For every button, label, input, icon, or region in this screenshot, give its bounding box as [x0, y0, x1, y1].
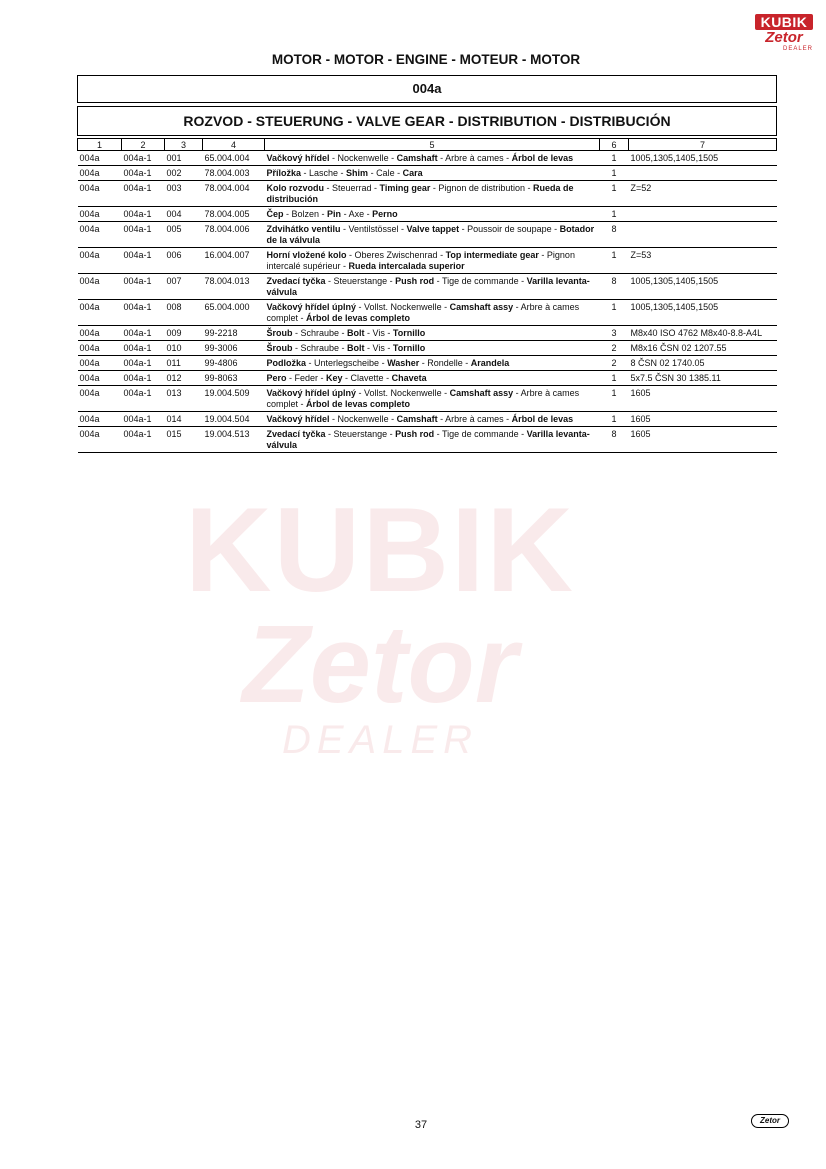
cell-note: Z=53	[629, 248, 777, 274]
cell-part-number: 78.004.006	[203, 222, 265, 248]
desc-fr: Tige de commande	[441, 429, 519, 439]
table-row	[78, 386, 777, 412]
desc-fr: Arbre à cames complet	[266, 302, 580, 323]
desc-cz: Zvedací tyčka	[266, 429, 326, 439]
cell-position: 005	[165, 222, 203, 248]
cell-position: 006	[165, 248, 203, 274]
cell-subgroup: 004a-1	[122, 427, 165, 453]
desc-fr: Tige de commande	[441, 276, 519, 286]
cell-quantity: 2	[600, 341, 629, 356]
desc-fr: Pignon de distribution	[438, 183, 525, 193]
cell-note: 5x7.5 ČSN 30 1385.11	[629, 371, 777, 386]
table-row	[78, 326, 777, 341]
cell-position: 010	[165, 341, 203, 356]
cell-part-number: 78.004.013	[203, 274, 265, 300]
cell-quantity: 1	[600, 207, 629, 222]
desc-en: Valve tappet	[406, 224, 460, 234]
desc-en: Timing gear	[379, 183, 431, 193]
desc-de: Steuerstange	[333, 429, 388, 439]
desc-es: Varilla levanta-válvula	[266, 429, 590, 450]
cell-description: Čep - Bolzen - Pin - Axe - Perno	[265, 207, 600, 222]
desc-cz: Kolo rozvodu	[266, 183, 324, 193]
cell-subgroup: 004a-1	[122, 274, 165, 300]
parts-table-body	[78, 151, 777, 453]
table-row	[78, 166, 777, 181]
watermark-zetor: Zetor	[242, 603, 518, 726]
cell-note: 1605	[629, 412, 777, 427]
cell-description: Vačkový hřídel úplný - Vollst. Nockenwelle - Camshaft assy - Arbre à cames complet - Árbol de levas completo	[265, 300, 600, 326]
cell-part-number: 19.004.509	[203, 386, 265, 412]
cell-description: Vačkový hřídel - Nockenwelle - Camshaft - Arbre à cames - Árbol de levas	[265, 412, 600, 427]
cell-description: Příložka - Lasche - Shim - Cale - Cara	[265, 166, 600, 181]
cell-description: Vačkový hřídel - Nockenwelle - Camshaft - Arbre à cames - Árbol de levas	[265, 151, 600, 166]
cell-subgroup: 004a-1	[122, 222, 165, 248]
desc-fr: Cale	[376, 168, 395, 178]
desc-cz: Pero	[266, 373, 287, 383]
cell-position: 004	[165, 207, 203, 222]
desc-en: Camshaft	[396, 414, 438, 424]
desc-es: Árbol de levas	[511, 153, 574, 163]
cell-note: 8 ČSN 02 1740.05	[629, 356, 777, 371]
desc-es: Cara	[402, 168, 423, 178]
cell-position: 014	[165, 412, 203, 427]
page-number: 37	[414, 1119, 428, 1131]
col-header-6: 6	[600, 139, 629, 151]
desc-es: Rueda intercalada superior	[348, 261, 465, 271]
desc-de: Bolzen	[291, 209, 320, 219]
table-row	[78, 181, 777, 207]
desc-cz: Šroub	[266, 343, 293, 353]
cell-group: 004a	[78, 386, 122, 412]
desc-fr: Arbre à cames complet	[266, 388, 580, 409]
desc-cz: Vačkový hřídel	[266, 414, 330, 424]
table-row	[78, 222, 777, 248]
cell-description: Zvedací tyčka - Steuerstange - Push rod - Tige de commande - Varilla levanta-válvula	[265, 427, 600, 453]
desc-fr: Arbre à cames	[445, 414, 504, 424]
desc-es: Botador de la válvula	[266, 224, 595, 245]
desc-de: Schraube	[300, 328, 340, 338]
desc-cz: Šroub	[266, 328, 293, 338]
cell-description: Zvedací tyčka - Steuerstange - Push rod - Tige de commande - Varilla levanta-válvula	[265, 274, 600, 300]
logo-kubik: KUBIK	[755, 14, 813, 30]
cell-part-number: 78.004.005	[203, 207, 265, 222]
table-row	[78, 341, 777, 356]
cell-quantity: 1	[600, 412, 629, 427]
cell-position: 013	[165, 386, 203, 412]
cell-note: 1605	[629, 386, 777, 412]
cell-part-number: 99-3006	[203, 341, 265, 356]
cell-group: 004a	[78, 326, 122, 341]
cell-quantity: 2	[600, 356, 629, 371]
cell-part-number: 99-8063	[203, 371, 265, 386]
cell-group: 004a	[78, 222, 122, 248]
desc-cz: Příložka	[266, 168, 302, 178]
cell-subgroup: 004a-1	[122, 326, 165, 341]
desc-cz: Zvedací tyčka	[266, 276, 326, 286]
cell-quantity: 1	[600, 151, 629, 166]
desc-de: Vollst. Nockenwelle	[364, 302, 442, 312]
desc-de: Schraube	[300, 343, 340, 353]
cell-quantity: 3	[600, 326, 629, 341]
desc-es: Varilla levanta-válvula	[266, 276, 590, 297]
logo-dealer: DEALER	[782, 46, 813, 52]
desc-en: Bolt	[347, 343, 365, 353]
cell-group: 004a	[78, 427, 122, 453]
kubik-zetor-logo	[755, 14, 813, 53]
parts-table	[77, 138, 777, 453]
desc-fr: Arbre à cames	[445, 153, 504, 163]
cell-note	[629, 166, 777, 181]
desc-en: Push rod	[395, 429, 435, 439]
desc-es: Chaveta	[391, 373, 427, 383]
cell-part-number: 78.004.003	[203, 166, 265, 181]
desc-de: Feder	[294, 373, 319, 383]
cell-part-number: 19.004.513	[203, 427, 265, 453]
desc-cz: Zdvihátko ventilu	[266, 224, 341, 234]
cell-description: Pero - Feder - Key - Clavette - Chaveta	[265, 371, 600, 386]
desc-cz: Vačkový hřídel úplný	[266, 388, 357, 398]
desc-en: Bolt	[347, 328, 365, 338]
table-row	[78, 412, 777, 427]
table-row	[78, 151, 777, 166]
desc-de: Oberes Zwischenrad	[354, 250, 438, 260]
desc-en: Pin	[327, 209, 342, 219]
col-header-5: 5	[265, 139, 600, 151]
section-title-box: ROZVOD - STEUERUNG - VALVE GEAR - DISTRIBUTION - DISTRIBUCIÓN	[77, 106, 777, 136]
page-title: MOTOR - MOTOR - ENGINE - MOTEUR - MOTOR	[271, 52, 581, 67]
desc-de: Lasche	[309, 168, 339, 178]
cell-position: 015	[165, 427, 203, 453]
cell-subgroup: 004a-1	[122, 356, 165, 371]
cell-position: 002	[165, 166, 203, 181]
cell-quantity: 8	[600, 222, 629, 248]
cell-description: Zdvihátko ventilu - Ventilstössel - Valve tappet - Poussoir de soupape - Botador de la válvula	[265, 222, 600, 248]
desc-es: Árbol de levas completo	[306, 399, 411, 409]
desc-de: Ventilstössel	[348, 224, 399, 234]
cell-subgroup: 004a-1	[122, 151, 165, 166]
desc-cz: Horní vložené kolo	[266, 250, 347, 260]
cell-note: 1605	[629, 427, 777, 453]
desc-en: Key	[326, 373, 343, 383]
cell-position: 008	[165, 300, 203, 326]
cell-description: Šroub - Schraube - Bolt - Vis - Tornillo	[265, 326, 600, 341]
desc-es: Árbol de levas	[511, 414, 574, 424]
desc-en: Top intermediate gear	[445, 250, 539, 260]
cell-note: 1005,1305,1405,1505	[629, 151, 777, 166]
desc-fr: Clavette	[350, 373, 384, 383]
cell-note: 1005,1305,1405,1505	[629, 300, 777, 326]
cell-group: 004a	[78, 356, 122, 371]
cell-part-number: 78.004.004	[203, 181, 265, 207]
cell-part-number: 65.004.000	[203, 300, 265, 326]
cell-part-number: 99-4806	[203, 356, 265, 371]
table-row	[78, 427, 777, 453]
col-header-3: 3	[165, 139, 203, 151]
desc-en: Washer	[387, 358, 420, 368]
desc-fr: Vis	[372, 343, 385, 353]
cell-position: 011	[165, 356, 203, 371]
table-row	[78, 207, 777, 222]
cell-subgroup: 004a-1	[122, 371, 165, 386]
cell-position: 012	[165, 371, 203, 386]
col-header-2: 2	[122, 139, 165, 151]
desc-de: Vollst. Nockenwelle	[364, 388, 442, 398]
desc-es: Tornillo	[392, 328, 426, 338]
desc-de: Nockenwelle	[337, 153, 389, 163]
cell-note: M8x16 ČSN 02 1207.55	[629, 341, 777, 356]
cell-subgroup: 004a-1	[122, 166, 165, 181]
cell-position: 007	[165, 274, 203, 300]
cell-subgroup: 004a-1	[122, 341, 165, 356]
watermark	[180, 483, 580, 762]
desc-cz: Vačkový hřídel	[266, 153, 330, 163]
cell-position: 009	[165, 326, 203, 341]
table-header-row	[78, 139, 777, 151]
desc-cz: Vačkový hřídel úplný	[266, 302, 357, 312]
cell-group: 004a	[78, 248, 122, 274]
table-row	[78, 300, 777, 326]
cell-group: 004a	[78, 151, 122, 166]
cell-quantity: 8	[600, 274, 629, 300]
cell-note	[629, 207, 777, 222]
cell-note: 1005,1305,1405,1505	[629, 274, 777, 300]
desc-fr: Pignon intercalé supérieur	[266, 250, 575, 271]
cell-note: M8x40 ISO 4762 M8x40-8.8-A4L	[629, 326, 777, 341]
cell-description: Podložka - Unterlegscheibe - Washer - Rondelle - Arandela	[265, 356, 600, 371]
table-row	[78, 248, 777, 274]
cell-quantity: 1	[600, 371, 629, 386]
cell-part-number: 16.004.007	[203, 248, 265, 274]
desc-en: Camshaft	[396, 153, 438, 163]
table-row	[78, 356, 777, 371]
watermark-kubik: KUBIK	[185, 483, 575, 617]
desc-en: Camshaft assy	[449, 388, 514, 398]
cell-quantity: 1	[600, 166, 629, 181]
desc-cz: Čep	[266, 209, 284, 219]
desc-de: Steuerstange	[333, 276, 388, 286]
desc-es: Tornillo	[392, 343, 426, 353]
desc-fr: Rondelle	[427, 358, 463, 368]
desc-en: Shim	[346, 168, 369, 178]
cell-group: 004a	[78, 341, 122, 356]
desc-en: Camshaft assy	[449, 302, 514, 312]
desc-fr: Poussoir de soupape	[467, 224, 552, 234]
cell-group: 004a	[78, 300, 122, 326]
cell-group: 004a	[78, 274, 122, 300]
cell-group: 004a	[78, 207, 122, 222]
cell-subgroup: 004a-1	[122, 412, 165, 427]
desc-es: Árbol de levas completo	[306, 313, 411, 323]
cell-subgroup: 004a-1	[122, 300, 165, 326]
cell-group: 004a	[78, 371, 122, 386]
cell-subgroup: 004a-1	[122, 181, 165, 207]
desc-es: Arandela	[470, 358, 510, 368]
cell-quantity: 1	[600, 300, 629, 326]
cell-quantity: 1	[600, 248, 629, 274]
watermark-dealer: DEALER	[281, 718, 479, 762]
col-header-4: 4	[203, 139, 265, 151]
desc-de: Unterlegscheibe	[314, 358, 380, 368]
col-header-1: 1	[78, 139, 122, 151]
group-code-box: 004a	[77, 75, 777, 103]
cell-note	[629, 222, 777, 248]
col-header-7: 7	[629, 139, 777, 151]
cell-subgroup: 004a-1	[122, 207, 165, 222]
cell-group: 004a	[78, 412, 122, 427]
cell-description: Horní vložené kolo - Oberes Zwischenrad - Top intermediate gear - Pignon intercalé supérieur - Rueda intercalada superior	[265, 248, 600, 274]
desc-de: Nockenwelle	[337, 414, 389, 424]
footer-zetor-logo: Zetor	[751, 1114, 789, 1128]
cell-group: 004a	[78, 181, 122, 207]
cell-description: Kolo rozvodu - Steuerrad - Timing gear - Pignon de distribution - Rueda de distribución	[265, 181, 600, 207]
table-row	[78, 371, 777, 386]
table-row	[78, 274, 777, 300]
desc-de: Steuerrad	[332, 183, 372, 193]
cell-quantity: 8	[600, 427, 629, 453]
cell-group: 004a	[78, 166, 122, 181]
cell-part-number: 99-2218	[203, 326, 265, 341]
desc-fr: Vis	[372, 328, 385, 338]
cell-subgroup: 004a-1	[122, 386, 165, 412]
desc-cz: Podložka	[266, 358, 307, 368]
logo-zetor: Zetor	[765, 29, 803, 46]
cell-position: 001	[165, 151, 203, 166]
cell-part-number: 19.004.504	[203, 412, 265, 427]
cell-description: Šroub - Schraube - Bolt - Vis - Tornillo	[265, 341, 600, 356]
desc-fr: Axe	[348, 209, 365, 219]
desc-es: Perno	[372, 209, 398, 219]
cell-position: 003	[165, 181, 203, 207]
cell-part-number: 65.004.004	[203, 151, 265, 166]
cell-subgroup: 004a-1	[122, 248, 165, 274]
cell-quantity: 1	[600, 181, 629, 207]
cell-description: Vačkový hřídel úplný - Vollst. Nockenwelle - Camshaft assy - Arbre à cames complet - Árbol de levas completo	[265, 386, 600, 412]
desc-en: Push rod	[395, 276, 435, 286]
cell-quantity: 1	[600, 386, 629, 412]
desc-es: Rueda de distribución	[266, 183, 574, 204]
cell-note: Z=52	[629, 181, 777, 207]
